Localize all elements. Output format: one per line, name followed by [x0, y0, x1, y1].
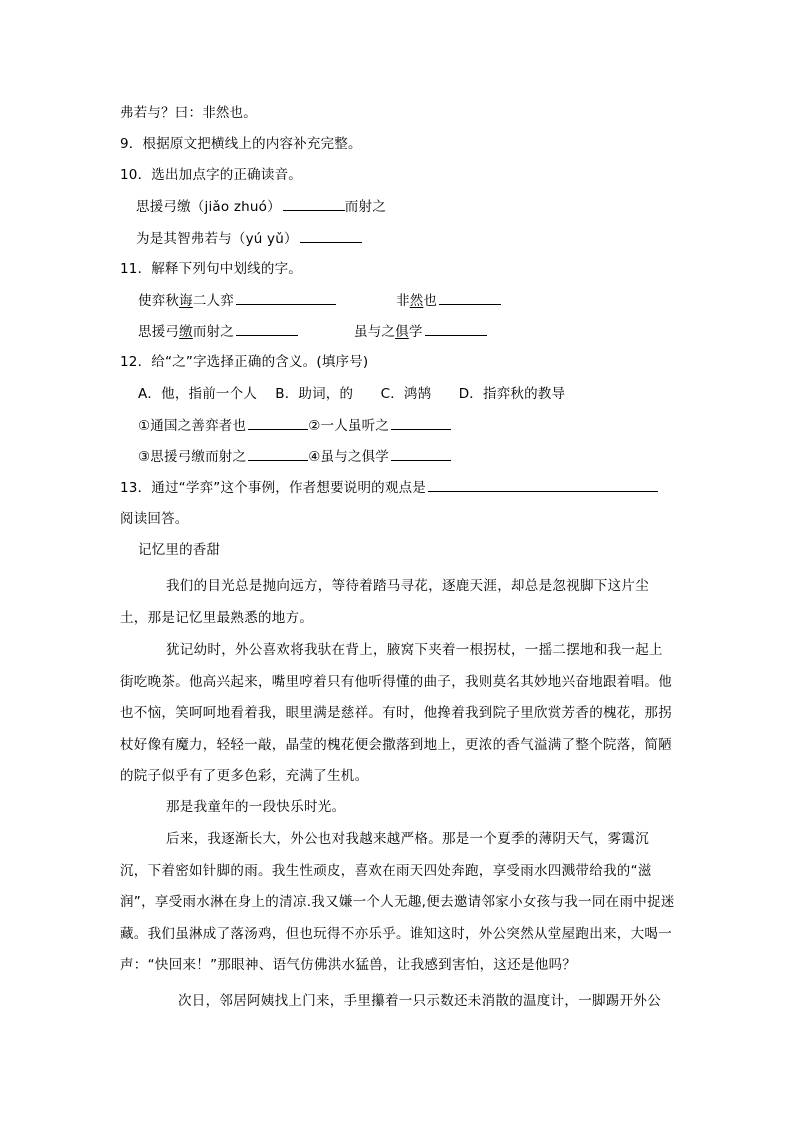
q11a2-underlined: 然 [409, 293, 424, 309]
answer-blank[interactable] [439, 291, 501, 305]
q11a2-pre: 非 [396, 293, 410, 309]
answer-blank[interactable] [300, 229, 362, 243]
question-12-options: A．他，指前一个人 B．助词，的 C．鸿鹄 D．指弈秋的教导 [138, 386, 566, 402]
question-10a-text: 思援弓缴（jiǎo zhuó） [136, 199, 281, 215]
answer-blank[interactable] [391, 447, 451, 461]
reading-instruction: 阅读回答。 [120, 511, 189, 527]
essay-title: 记忆里的香甜 [138, 542, 221, 558]
question-10b-text: 为是其智弗若与（yú yǔ） [136, 231, 298, 247]
answer-blank[interactable] [425, 322, 487, 336]
answer-blank[interactable] [428, 478, 658, 492]
q12-item-1: ①通国之善弈者也 [138, 418, 247, 434]
q11b2-underlined: 俱 [395, 324, 409, 340]
q11b2-post: 学 [408, 324, 423, 340]
question-11: 11．解释下列句中划线的字。 [120, 261, 302, 277]
essay-paragraph-2: 犹记幼时，外公喜欢将我驮在背上，腋窝下夹着一根拐杖，一摇二摆地和我一起上街吃晚茶。他高兴起来，嘴里哼着只有他听得懂的曲子，我则莫名其妙地兴奋地跟着唱。他也不恼，笑呵呵地看着我，眼里满是慈祥。有时，他搀着我到院子里欣赏芳香的槐花，那拐杖好像有魔力，轻轻一敲，晶莹的槐花便会撒落到地上，更浓的香气溢满了整个院落，简陋的院子似乎有了更多色彩，充满了生机。 [120, 642, 672, 784]
text-line: 弗若与？曰：非然也。 [120, 105, 257, 121]
q11b1-post: 而射之 [192, 324, 234, 340]
answer-blank[interactable] [236, 291, 336, 305]
q12-item-4: ④虽与之俱学 [308, 449, 390, 465]
q11b1-pre: 思援弓 [138, 324, 180, 340]
q12-item-3: ③思援弓缴而射之 [138, 449, 247, 465]
question-11b2 [354, 322, 487, 341]
question-12-row2 [138, 447, 451, 466]
answer-blank[interactable] [391, 416, 451, 430]
question-11a1 [138, 291, 336, 310]
question-9: 9．根据原文把横线上的内容补充完整。 [120, 136, 362, 152]
essay-paragraph-4: 后来，我逐渐长大，外公也对我越来越严格。那是一个夏季的薄阴天气，雾霭沉沉，下着密如针脚的雨。我生性顽皮，喜欢在雨天四处奔跑，享受雨水四溅带给我的“滋润”，享受雨水淋在身上的清凉.我又嫌一个人无趣,便去邀请邻家小女孩与我一同在雨中捉迷藏。我们虽淋成了落汤鸡，但也玩得不亦乐乎。谁知这时，外公突然从堂屋跑出来，大喝一声：“快回来！”那眼神、语气仿佛洪水猛兽，让我感到害怕，这还是他吗？ [120, 831, 675, 973]
q12-item-2: ②一人虽听之 [308, 418, 390, 434]
question-10a [136, 197, 386, 216]
question-12: 12．给“之”字选择正确的含义。(填序号) [120, 354, 369, 370]
essay-paragraph-5: 次日，邻居阿姨找上门来，手里攥着一只示数还未消散的温度计，一脚踢开外公 [178, 993, 661, 1009]
q11a2-post: 也 [423, 293, 438, 309]
essay-paragraph-1: 我们的目光总是抛向远方，等待着踏马寻花，逐鹿天涯，却总是忽视脚下这片尘土，那是记忆里最熟悉的地方。 [120, 578, 649, 626]
answer-blank[interactable] [248, 416, 308, 430]
q11a1-post: 二人弈 [192, 293, 234, 309]
q13-text: 13．通过“学弈”这个事例，作者想要说明的观点是 [120, 480, 426, 496]
question-11b1 [138, 322, 298, 341]
q11b1-underlined: 缴 [179, 324, 193, 340]
question-13 [120, 478, 658, 497]
answer-blank[interactable] [248, 447, 308, 461]
q11b2-pre: 虽与之 [354, 324, 396, 340]
question-10a-tail: 而射之 [344, 199, 386, 215]
answer-blank[interactable] [236, 322, 298, 336]
q11a1-pre: 使弈秋 [138, 293, 180, 309]
q11a1-underlined: 诲 [179, 293, 193, 309]
question-11a2 [396, 291, 501, 310]
question-10: 10．选出加点字的正确读音。 [120, 167, 302, 183]
essay-paragraph-3: 那是我童年的一段快乐时光。 [166, 799, 346, 815]
question-12-row1 [138, 416, 451, 435]
answer-blank[interactable] [283, 197, 345, 211]
question-10b [136, 229, 362, 248]
